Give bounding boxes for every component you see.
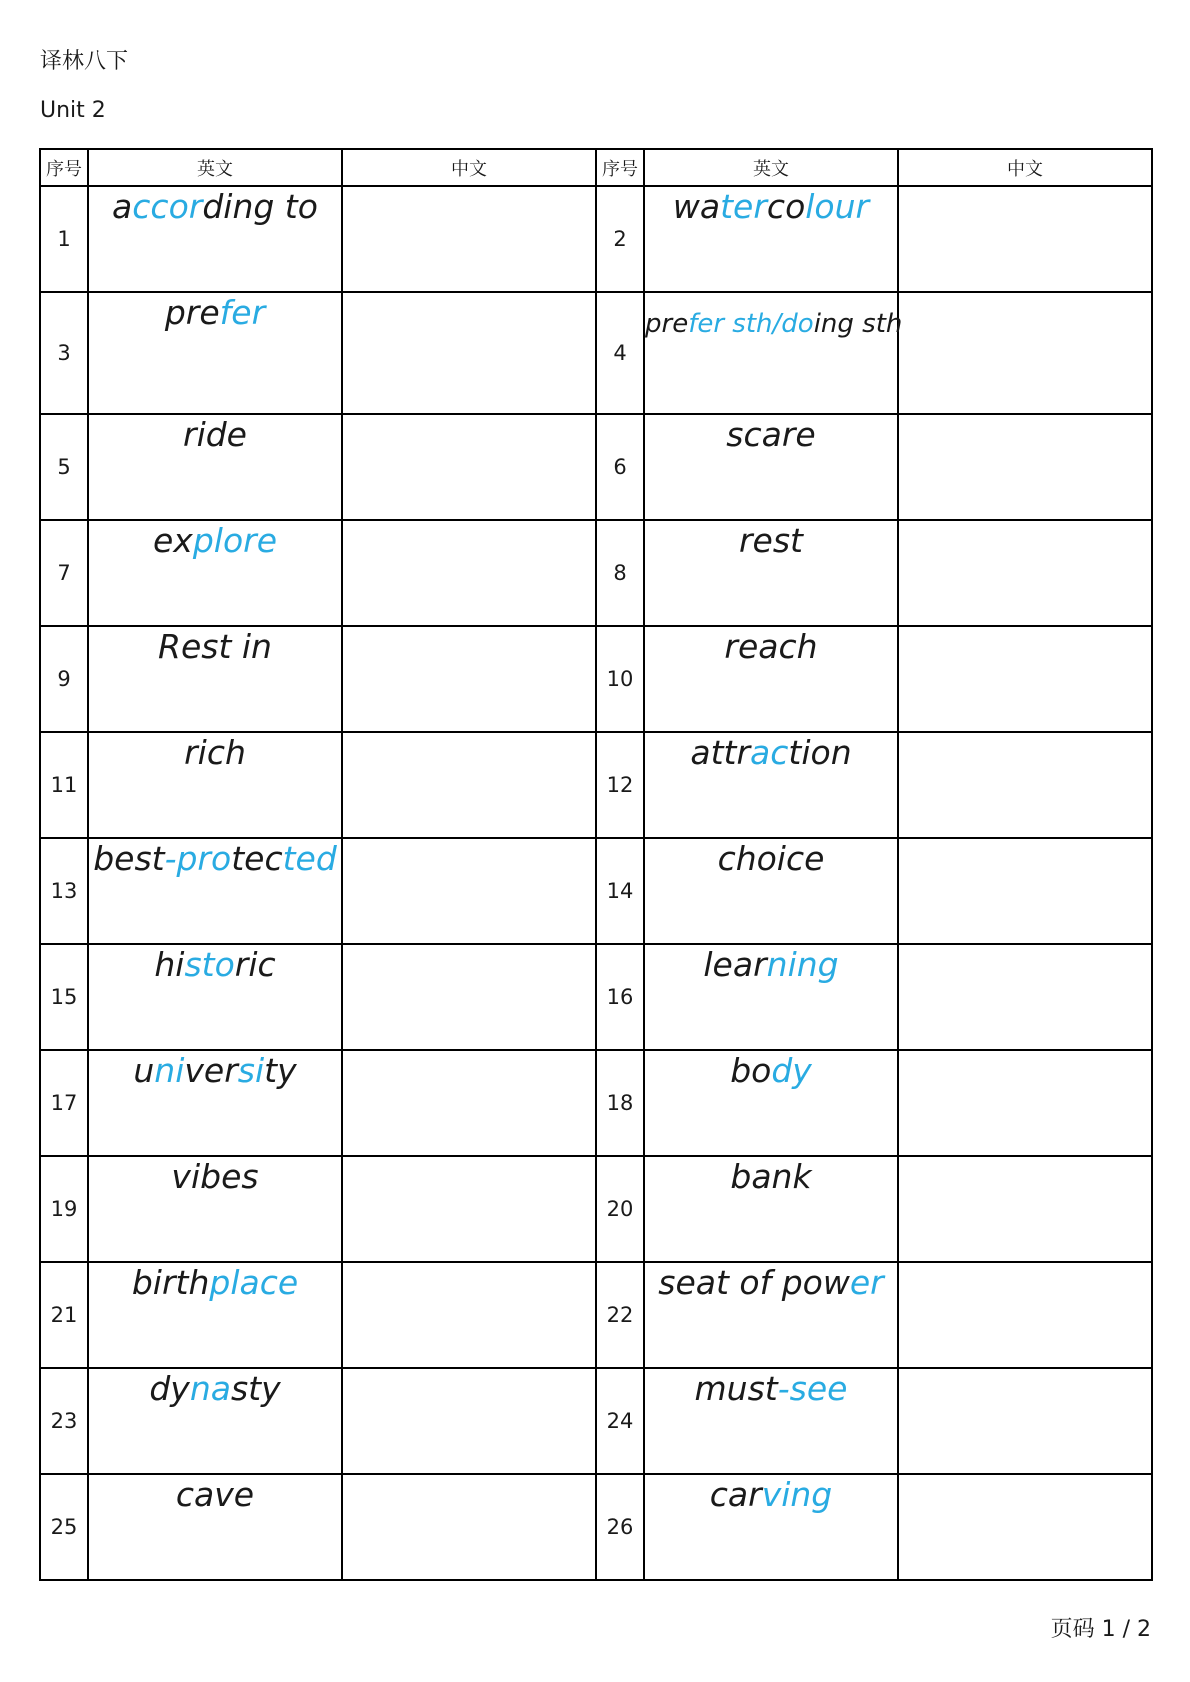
table-row: [40, 1262, 1152, 1368]
english-word: [88, 1474, 342, 1580]
word-segment: ty: [264, 1051, 297, 1090]
item-number: 8: [596, 520, 644, 626]
item-number: 10: [596, 626, 644, 732]
item-number: 17: [40, 1050, 88, 1156]
chinese-answer-cell[interactable]: [898, 944, 1152, 1050]
highlighted-syllable: ac: [750, 733, 789, 772]
word-segment: ride: [183, 415, 247, 454]
highlighted-syllable: sto: [184, 945, 235, 984]
item-number: 5: [40, 414, 88, 520]
header-english: 英文: [88, 149, 342, 186]
table-row: [40, 944, 1152, 1050]
chinese-answer-cell[interactable]: [342, 944, 596, 1050]
english-word: [644, 292, 903, 414]
word-segment: rich: [184, 733, 246, 772]
english-word: [644, 626, 898, 732]
word-segment: a: [112, 187, 133, 226]
highlighted-syllable: ted: [282, 839, 337, 878]
item-number: 19: [40, 1156, 88, 1262]
item-number: 2: [596, 186, 644, 292]
english-word: [644, 1368, 898, 1474]
word-segment: dy: [149, 1369, 190, 1408]
item-number: 3: [40, 292, 88, 414]
word-segment: attr: [690, 733, 751, 772]
chinese-answer-cell[interactable]: [898, 1368, 1152, 1474]
chinese-answer-cell[interactable]: [342, 1474, 596, 1580]
chinese-answer-cell[interactable]: [898, 732, 1152, 838]
page-number: 页码 1 / 2: [1050, 1617, 1151, 1642]
english-word: [88, 414, 342, 520]
word-segment: sty: [230, 1369, 281, 1408]
table-row: [40, 520, 1152, 626]
highlighted-syllable: -pro: [164, 839, 232, 878]
chinese-answer-cell[interactable]: [342, 732, 596, 838]
highlighted-syllable: place: [209, 1263, 299, 1302]
table-row: [40, 292, 1152, 414]
chinese-answer-cell[interactable]: [898, 1050, 1152, 1156]
chinese-answer-cell[interactable]: [898, 1262, 1152, 1368]
english-word: [644, 1050, 898, 1156]
word-segment: car: [709, 1475, 762, 1514]
table-row: [40, 732, 1152, 838]
english-word: [644, 944, 898, 1050]
chinese-answer-cell[interactable]: [898, 1474, 1152, 1580]
word-segment: bo: [730, 1051, 772, 1090]
highlighted-syllable: fer sth/do: [688, 309, 814, 339]
word-segment: wa: [672, 187, 721, 226]
chinese-answer-cell[interactable]: [342, 1262, 596, 1368]
word-segment: ex: [152, 521, 193, 560]
vocabulary-table: [39, 148, 1153, 1581]
item-number: 1: [40, 186, 88, 292]
chinese-answer-cell[interactable]: [342, 186, 596, 292]
document-title: 译林八下: [40, 49, 129, 74]
table-row: [40, 838, 1152, 944]
english-word: [644, 838, 898, 944]
table-row: [40, 1474, 1152, 1580]
english-word: [644, 1262, 898, 1368]
unit-title: Unit 2: [40, 98, 106, 123]
word-segment: lear: [703, 945, 767, 984]
english-word: [88, 520, 342, 626]
table-row: [40, 1050, 1152, 1156]
header-english: 英文: [644, 149, 898, 186]
english-word: [88, 1262, 342, 1368]
chinese-answer-cell[interactable]: [898, 186, 1152, 292]
chinese-answer-cell[interactable]: [342, 626, 596, 732]
table-header-row: [40, 149, 1152, 186]
item-number: 6: [596, 414, 644, 520]
highlighted-syllable: er: [849, 1263, 884, 1302]
chinese-answer-cell[interactable]: [898, 292, 1152, 414]
word-segment: tion: [788, 733, 852, 772]
chinese-answer-cell[interactable]: [898, 414, 1152, 520]
item-number: 7: [40, 520, 88, 626]
chinese-answer-cell[interactable]: [342, 838, 596, 944]
word-segment: co: [766, 187, 806, 226]
highlighted-syllable: ving: [761, 1475, 833, 1514]
english-word: [88, 186, 342, 292]
item-number: 22: [596, 1262, 644, 1368]
chinese-answer-cell[interactable]: [898, 838, 1152, 944]
english-word: [644, 1156, 898, 1262]
item-number: 20: [596, 1156, 644, 1262]
word-segment: ric: [234, 945, 276, 984]
chinese-answer-cell[interactable]: [342, 1156, 596, 1262]
header-number: 序号: [596, 149, 644, 186]
english-word: [88, 1156, 342, 1262]
item-number: 25: [40, 1474, 88, 1580]
header-number: 序号: [40, 149, 88, 186]
word-segment: cave: [175, 1475, 255, 1514]
chinese-answer-cell[interactable]: [898, 520, 1152, 626]
english-word: [88, 292, 342, 414]
item-number: 26: [596, 1474, 644, 1580]
item-number: 13: [40, 838, 88, 944]
item-number: 14: [596, 838, 644, 944]
highlighted-syllable: dy: [771, 1051, 812, 1090]
word-segment: ding to: [202, 187, 318, 226]
word-segment: seat of pow: [658, 1263, 850, 1302]
highlighted-syllable: si: [237, 1051, 265, 1090]
english-word: [88, 838, 342, 944]
word-segment: birth: [131, 1263, 210, 1302]
word-segment: rest: [738, 521, 803, 560]
highlighted-syllable: ning: [766, 945, 839, 984]
word-segment: hi: [154, 945, 185, 984]
english-word: [88, 732, 342, 838]
english-word: [88, 1368, 342, 1474]
table-body: [40, 186, 1152, 1580]
word-segment: choice: [717, 839, 825, 878]
header-chinese: 中文: [342, 149, 596, 186]
item-number: 18: [596, 1050, 644, 1156]
item-number: 11: [40, 732, 88, 838]
chinese-answer-cell[interactable]: [342, 292, 596, 414]
english-word: [644, 1474, 898, 1580]
word-segment: best: [93, 839, 165, 878]
chinese-answer-cell[interactable]: [342, 1050, 596, 1156]
chinese-answer-cell[interactable]: [342, 414, 596, 520]
english-word: [644, 186, 898, 292]
word-segment: ver: [184, 1051, 238, 1090]
word-segment: must: [694, 1369, 778, 1408]
highlighted-syllable: -see: [777, 1369, 848, 1408]
highlighted-syllable: ccor: [132, 187, 203, 226]
english-word: [88, 626, 342, 732]
chinese-answer-cell[interactable]: [898, 626, 1152, 732]
highlighted-syllable: ter: [720, 187, 767, 226]
english-word: [644, 520, 898, 626]
item-number: 24: [596, 1368, 644, 1474]
chinese-answer-cell[interactable]: [342, 1368, 596, 1474]
word-segment: pre: [164, 293, 220, 332]
highlighted-syllable: ni: [154, 1051, 185, 1090]
english-word: [644, 414, 898, 520]
word-segment: ing sth: [813, 309, 903, 339]
highlighted-syllable: fer: [219, 293, 266, 332]
english-word: [88, 1050, 342, 1156]
item-number: 23: [40, 1368, 88, 1474]
table-row: [40, 626, 1152, 732]
word-segment: vibes: [171, 1157, 259, 1196]
word-segment: Rest in: [158, 627, 272, 666]
chinese-answer-cell[interactable]: [342, 520, 596, 626]
item-number: 4: [596, 292, 644, 414]
item-number: 16: [596, 944, 644, 1050]
header-chinese: 中文: [898, 149, 1152, 186]
item-number: 15: [40, 944, 88, 1050]
table-row: [40, 1156, 1152, 1262]
item-number: 21: [40, 1262, 88, 1368]
item-number: 9: [40, 626, 88, 732]
word-segment: u: [133, 1051, 155, 1090]
item-number: 12: [596, 732, 644, 838]
word-segment: reach: [724, 627, 818, 666]
table-row: [40, 414, 1152, 520]
word-segment: tec: [231, 839, 283, 878]
highlighted-syllable: lour: [805, 187, 870, 226]
word-segment: scare: [726, 415, 816, 454]
table-row: [40, 186, 1152, 292]
highlighted-syllable: plore: [192, 521, 278, 560]
chinese-answer-cell[interactable]: [898, 1156, 1152, 1262]
word-segment: pre: [645, 309, 689, 339]
english-word: [88, 944, 342, 1050]
english-word: [644, 732, 898, 838]
highlighted-syllable: na: [189, 1369, 231, 1408]
table-row: [40, 1368, 1152, 1474]
word-segment: bank: [730, 1157, 812, 1196]
